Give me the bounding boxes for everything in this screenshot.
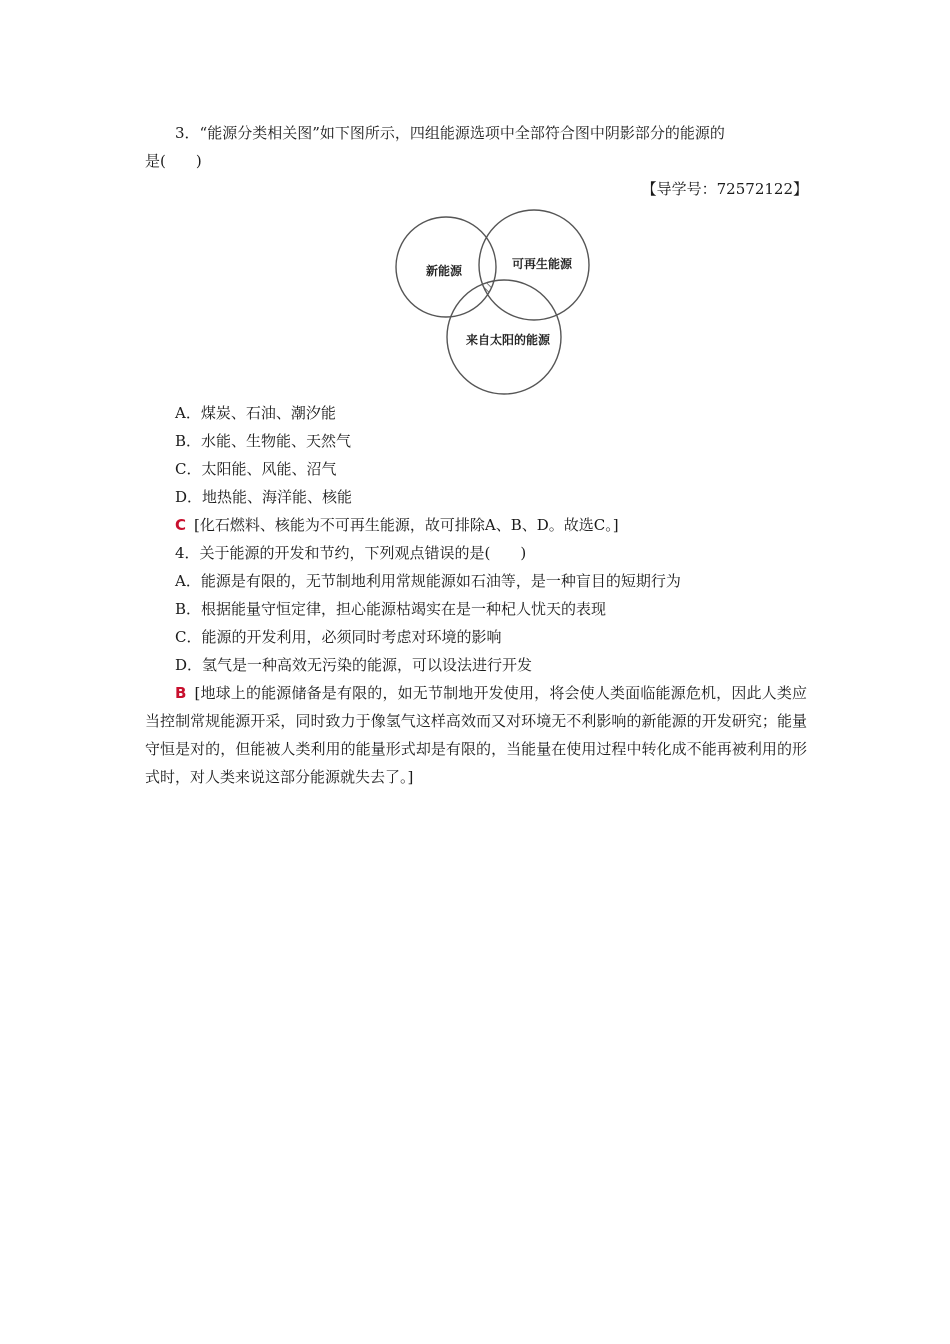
q3-option-d: D．地热能、海洋能、核能 xyxy=(175,488,353,506)
venn-label-renewable: 可再生能源 xyxy=(512,257,573,271)
q4-option-d: D．氢气是一种高效无污染的能源，可以设法进行开发 xyxy=(175,656,533,674)
q3-reference-number: 【导学号：72572122】 xyxy=(641,180,808,198)
venn-label-new-energy: 新能源 xyxy=(426,264,463,278)
q4-answer-explanation: [地球上的能源储备是有限的，如无节制地开发使用，将会使人类面临能源危机，因此人类应当控制常规能源开采，同时致力于像氢气这样高效而又对环境无不利影响的新能源的开发研究；能量守恒是对的，但能被人类利用的能量形式却是有限的，当能量在使用过程中转化成不能再被利用的形式时，对人类来说这部分能源就失去了。] xyxy=(145,684,807,786)
q4-option-b: B．根据能量守恒定律，担心能源枯竭实在是一种杞人忧天的表现 xyxy=(175,600,607,618)
venn-diagram-svg xyxy=(380,205,600,400)
q4-option-a: A．能源是有限的，无节制地利用常规能源如石油等，是一种盲目的短期行为 xyxy=(175,572,681,590)
q3-option-b: B．水能、生物能、天然气 xyxy=(175,432,352,450)
q3-stem-line1: 3．“能源分类相关图”如下图所示，四组能源选项中全部符合图中阴影部分的能源的 xyxy=(175,124,725,142)
q3-option-c: C．太阳能、风能、沼气 xyxy=(175,460,337,478)
q3-stem-line2: 是( ) xyxy=(145,152,202,170)
q3-answer-explanation: [化石燃料、核能为不可再生能源，故可排除A、B、D。故选C。] xyxy=(194,516,619,534)
q3-option-a: A．煤炭、石油、潮汐能 xyxy=(175,404,336,422)
q4-answer xyxy=(145,679,807,791)
q4-option-c: C．能源的开发利用，必须同时考虑对环境的影响 xyxy=(175,628,502,646)
venn-label-solar: 来自太阳的能源 xyxy=(466,333,551,347)
q3-answer-letter: C xyxy=(175,516,187,534)
q3-answer xyxy=(175,515,619,535)
q4-answer-letter: B xyxy=(175,684,187,702)
q4-stem: 4．关于能源的开发和节约，下列观点错误的是( ) xyxy=(175,544,527,562)
venn-diagram xyxy=(380,205,600,400)
